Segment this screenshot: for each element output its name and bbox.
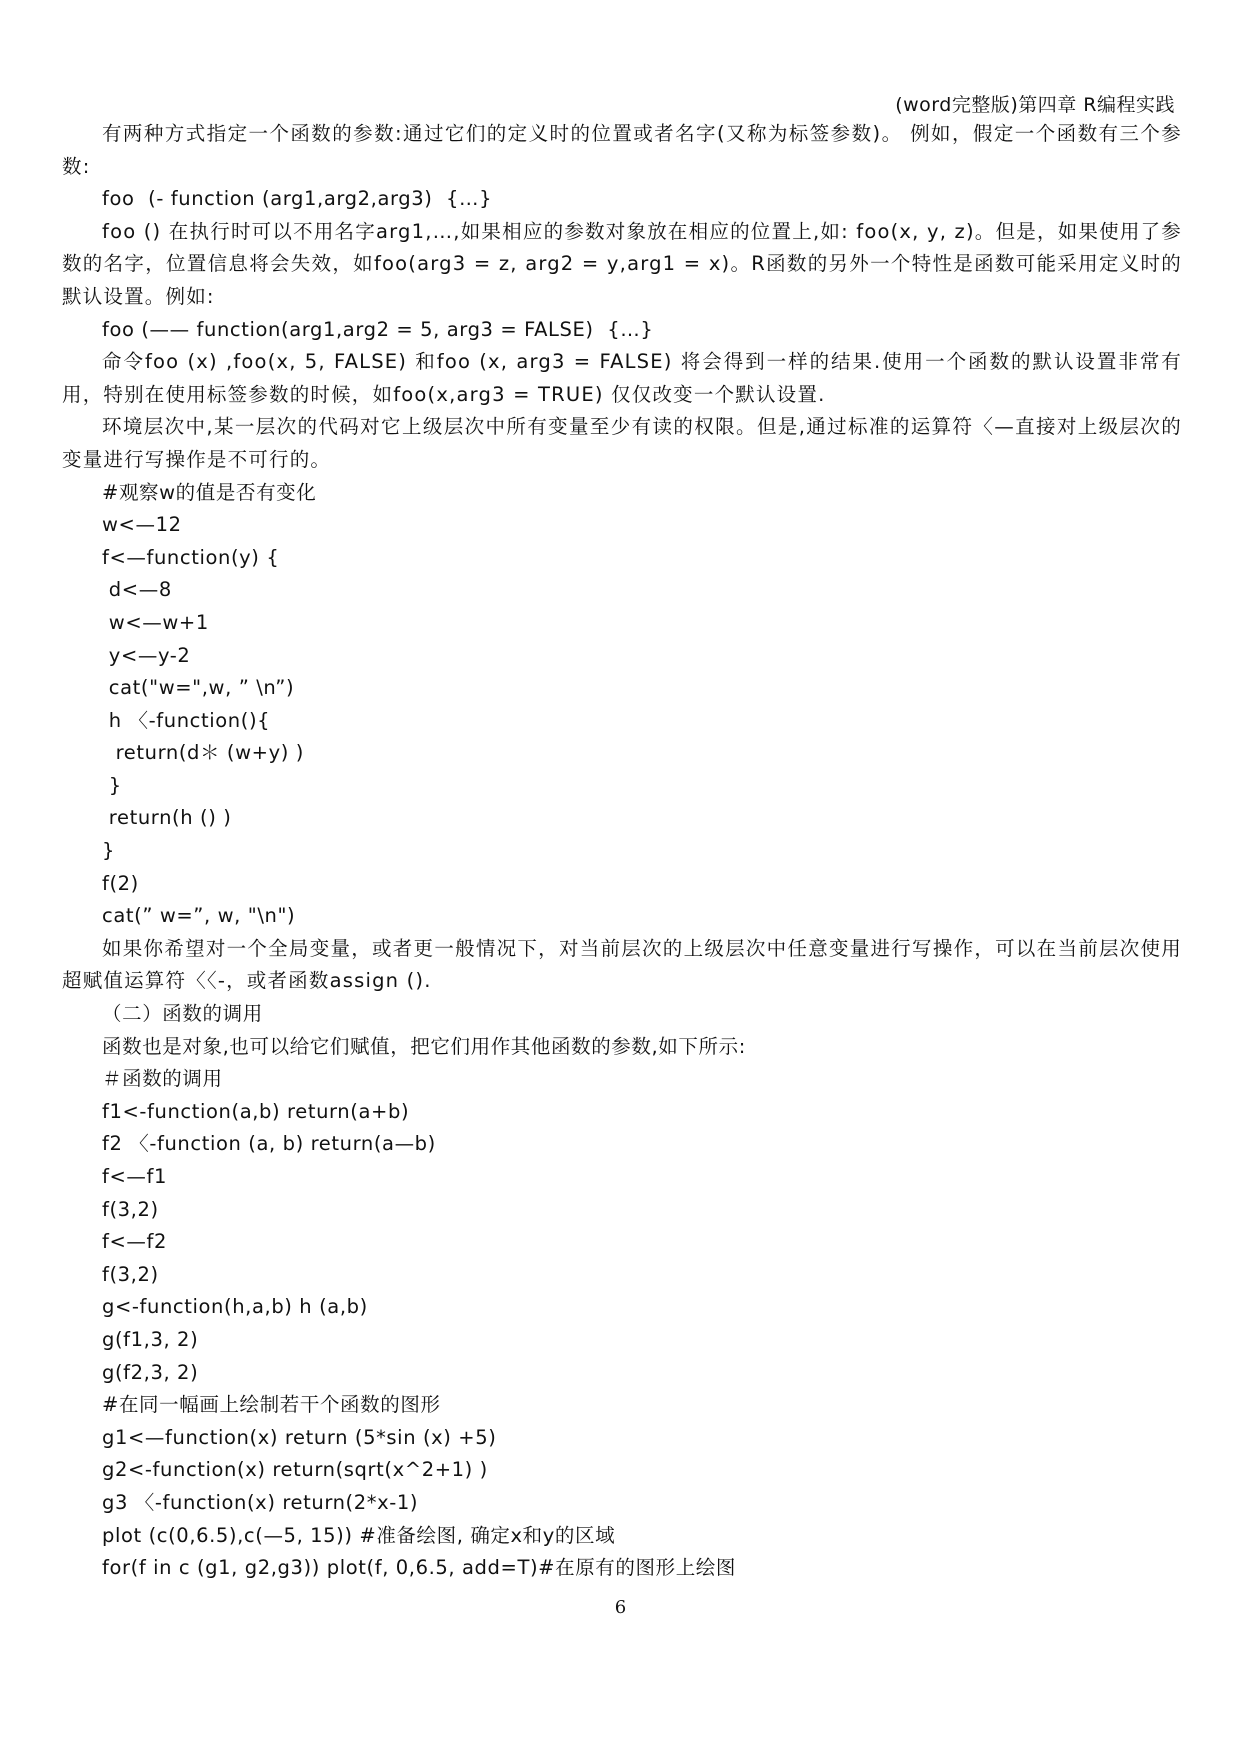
code-line: } [102, 773, 122, 797]
document-body [62, 118, 1182, 1585]
code-line: f<—f2 [102, 1230, 167, 1254]
code-line: cat("w=",w, ” \n”) [102, 676, 295, 700]
paragraph: 如果你希望对一个全局变量，或者更一般情况下，对当前层次的上级层次中任意变量进行写操作，可以在当前层次使用超赋值运算符〈〈-，或者函数assign (). [62, 936, 1182, 993]
code-line: d<—8 [102, 578, 172, 602]
code-line: f(3,2) [102, 1197, 159, 1221]
code-comment: #观察w的值是否有变化 [102, 480, 317, 504]
code-line: f(3,2) [102, 1262, 159, 1286]
code-line: cat(” w=”, w, "\n") [102, 904, 296, 928]
section-heading: （二）函数的调用 [102, 1002, 263, 1026]
paragraph: 命令foo (x) ,foo(x, 5, FALSE) 和foo (x, arg3 = FALSE) 将会得到一样的结果.使用一个函数的默认设置非常有用，特别在使用标签参数的时候，如foo(x,arg3 = TRUE) 仅仅改变一个默认设置. [62, 350, 1182, 406]
code-line: h 〈-function(){ [102, 708, 271, 732]
code-line: w<—12 [102, 513, 182, 537]
code-line: y<—y-2 [102, 643, 191, 667]
code-line: foo (—— function(arg1,arg2 = 5, arg3 = FALSE) {…} [102, 317, 654, 341]
page-number: 6 [614, 1597, 627, 1618]
code-line: f<—function(y) { [102, 545, 280, 569]
code-line: return(d＊ (w+y) ) [102, 741, 304, 765]
code-line: return(h () ) [102, 806, 232, 830]
code-line: w<—w+1 [102, 610, 209, 634]
code-line: g(f2,3, 2) [102, 1360, 199, 1384]
code-line: f1<-function(a,b) return(a+b) [102, 1099, 410, 1123]
code-line: plot (c(0,6.5),c(—5, 15)) #准备绘图, 确定x和y的区域 [102, 1523, 616, 1547]
code-line: f2 〈-function (a, b) return(a—b) [102, 1132, 436, 1156]
code-line: f(2) [102, 871, 139, 895]
code-line: g(f1,3, 2) [102, 1327, 199, 1351]
code-line: g<-function(h,a,b) h (a,b) [102, 1295, 368, 1319]
paragraph-line: 函数也是对象,也可以给它们赋值，把它们用作其他函数的参数,如下所示: [102, 1034, 746, 1058]
code-line: for(f in c (g1, g2,g3)) plot(f, 0,6.5, add=T)#在原有的图形上绘图 [102, 1556, 737, 1580]
paragraph: 有两种方式指定一个函数的参数:通过它们的定义时的位置或者名字(又称为标签参数)。 例如，假定一个函数有三个参数: [62, 122, 1182, 178]
code-line: g1<—function(x) return (5*sin (x) +5) [102, 1425, 497, 1449]
code-line: g2<-function(x) return(sqrt(x^2+1) ) [102, 1458, 488, 1482]
code-line: g3 〈-function(x) return(2*x-1) [102, 1490, 419, 1514]
code-comment: #在同一幅画上绘制若干个函数的图形 [102, 1393, 441, 1417]
paragraph: 环境层次中,某一层次的代码对它上级层次中所有变量至少有读的权限。但是,通过标准的运算符〈—直接对上级层次的变量进行写操作是不可行的。 [62, 415, 1182, 471]
paragraph: foo () 在执行时可以不用名字arg1,…,如果相应的参数对象放在相应的位置上,如: foo(x, y, z)。但是，如果使用了参数的名字，位置信息将会失效，如foo(arg3 = z, arg2 = y,arg1 = x)。R函数的另外一个特性是函数可能采用定义时的默认设置。例如: [62, 219, 1182, 308]
code-line: f<—f1 [102, 1165, 167, 1188]
page-header: (word完整版)第四章 R编程实践 [895, 94, 1175, 116]
code-line: foo (- function (arg1,arg2,arg3) {…} [102, 187, 493, 211]
code-comment: ＃函数的调用 [102, 1067, 223, 1091]
code-line: } [102, 839, 116, 863]
